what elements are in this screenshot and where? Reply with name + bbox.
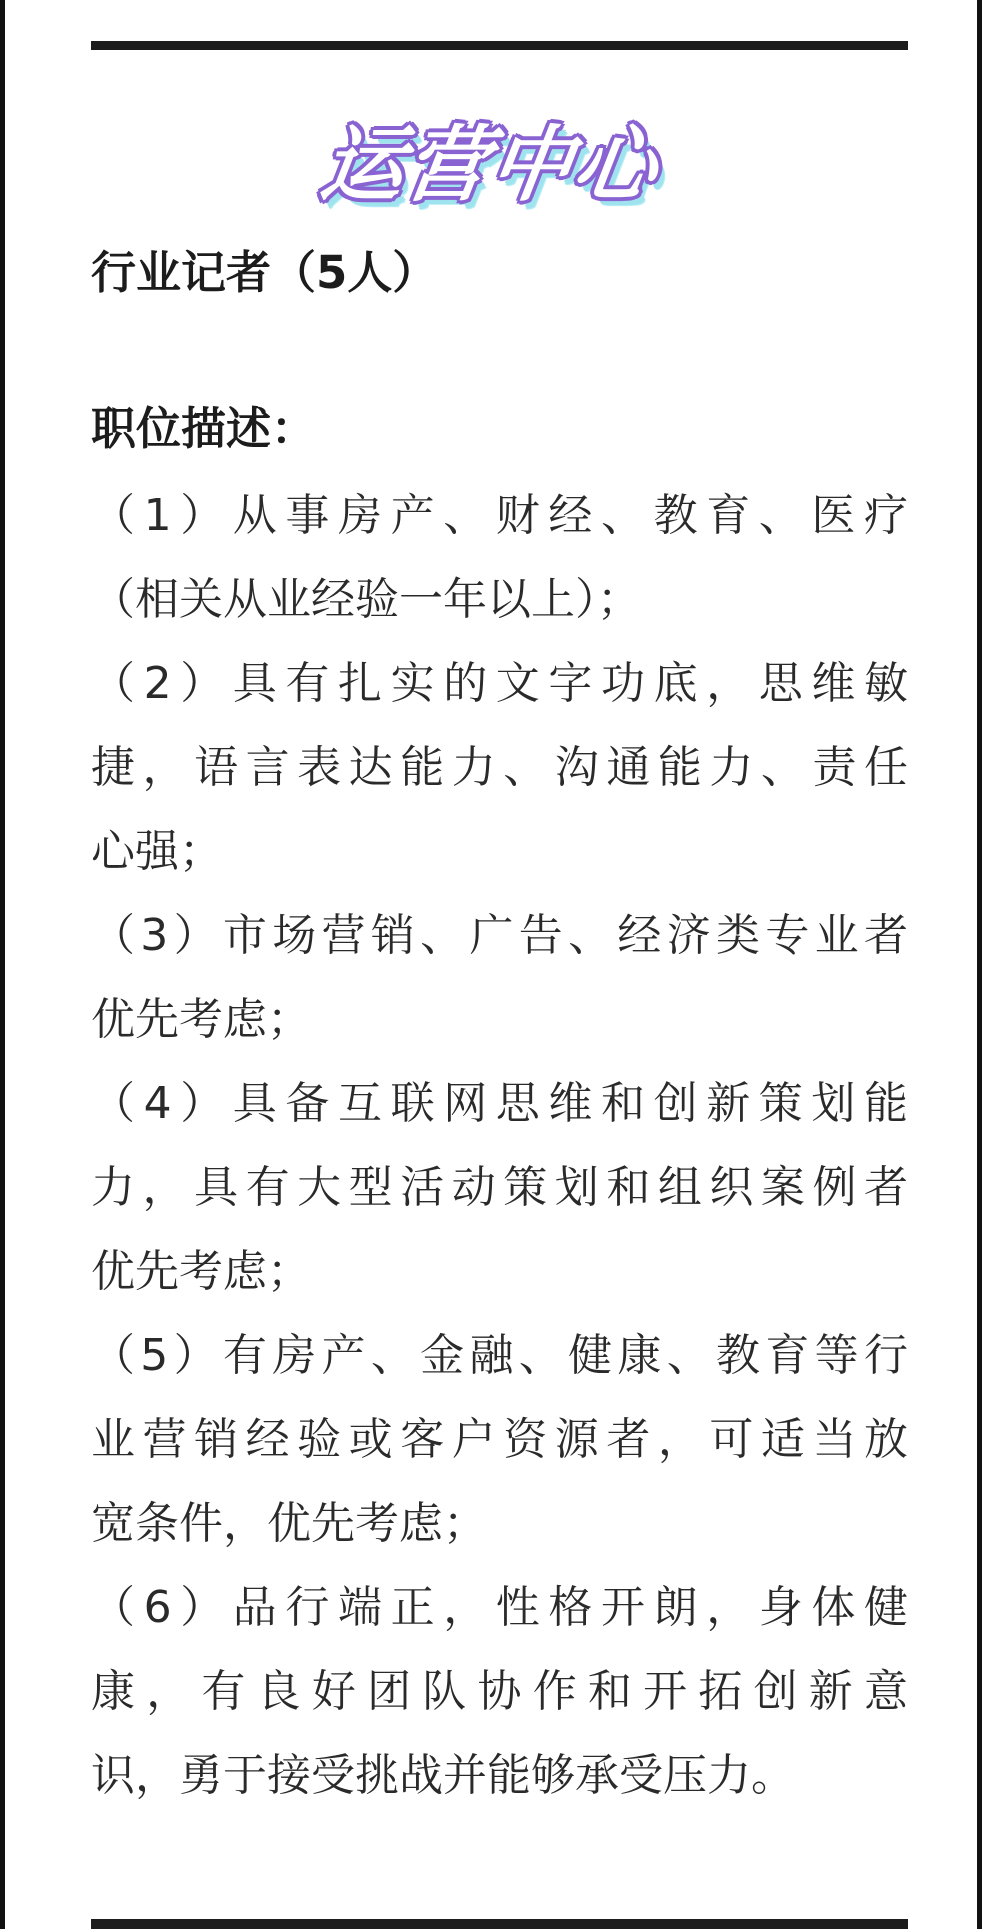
bottom-divider (91, 1919, 908, 1929)
description-line: （4）具备互联网思维和创新策划能 (91, 1078, 908, 1129)
description-line: 心强； (91, 826, 223, 877)
description-line: 力，具有大型活动策划和组织案例者 (91, 1162, 908, 1213)
description-line: 优先考虑； (91, 1246, 311, 1297)
description-line: （相关从业经验一年以上）； (91, 574, 641, 625)
description-label: 职位描述： (91, 402, 317, 455)
top-divider (91, 41, 908, 50)
section-heading: 运营中心 (315, 118, 665, 213)
description-line: （3）市场营销、广告、经济类专业者 (91, 910, 908, 961)
description-line: 业营销经验或客户资源者，可适当放 (91, 1414, 908, 1465)
job-title: 行业记者（5人） (91, 246, 438, 299)
description-lines (91, 474, 908, 1818)
description-line: 捷，语言表达能力、沟通能力、责任 (91, 742, 908, 793)
description-line: （2）具有扎实的文字功底，思维敏 (91, 658, 908, 709)
description-line: 优先考虑； (91, 994, 311, 1045)
description-line: 宽条件，优先考虑； (91, 1498, 487, 1549)
description-line: （5）有房产、金融、健康、教育等行 (91, 1330, 908, 1381)
description-line: （1）从事房产、财经、教育、医疗 (91, 490, 908, 541)
description-line: （6）品行端正，性格开朗，身体健 (91, 1582, 908, 1633)
description-line: 康，有良好团队协作和开拓创新意 (91, 1666, 908, 1717)
description-line: 识，勇于接受挑战并能够承受压力。 (91, 1750, 795, 1801)
